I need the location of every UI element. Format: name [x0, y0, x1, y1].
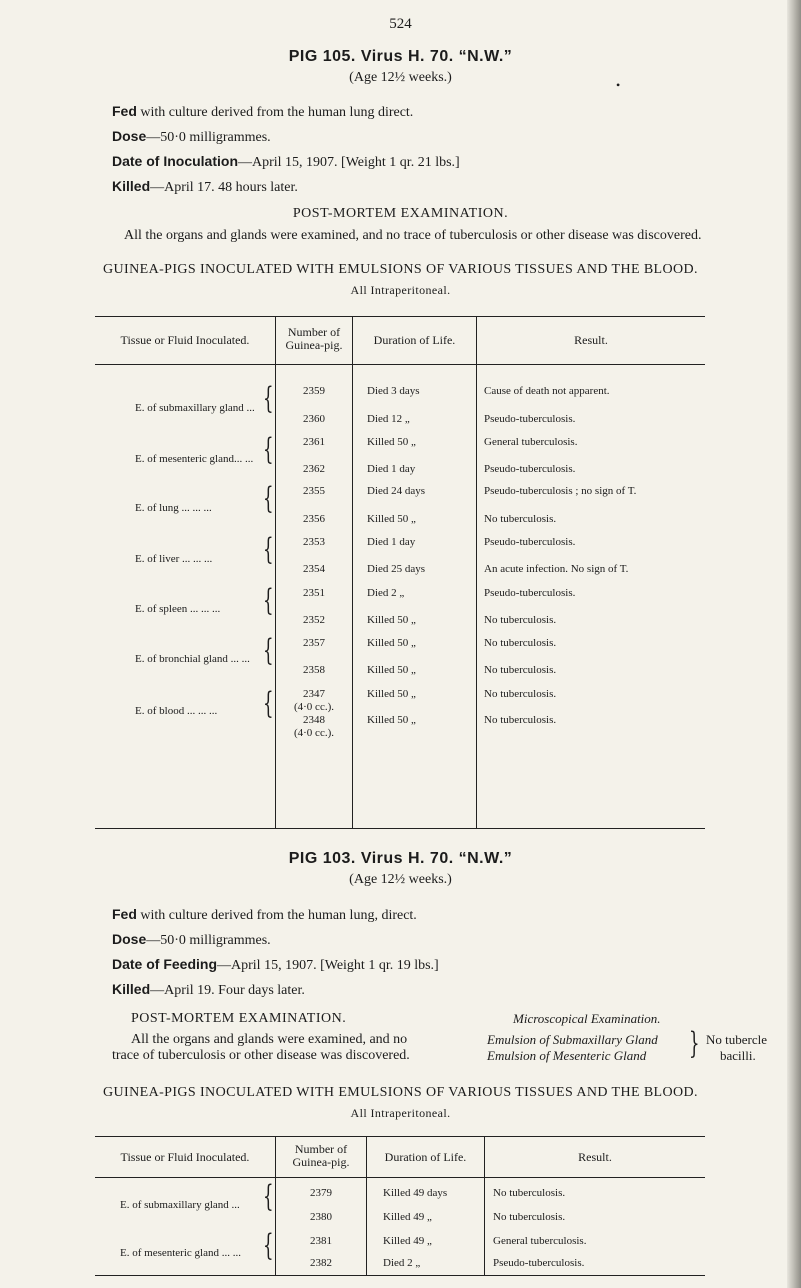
table-1-number: 2359 — [303, 385, 325, 397]
table-2-result: General tuberculosis. — [493, 1235, 587, 1247]
table-2-result: Pseudo-tuberculosis. — [493, 1257, 585, 1269]
micro-line-1: Emulsion of Submaxillary Gland — [487, 1032, 658, 1047]
pig-103-date-line: Date of Feeding—April 15, 1907. [Weight 1 qr. 19 lbs.] — [112, 956, 439, 973]
pig-103-killed-line: Killed—April 19. Four days later. — [112, 981, 305, 998]
table-1-number: 2351 — [303, 587, 325, 599]
pig-105-killed-line: Killed—April 17. 48 hours later. — [112, 178, 298, 195]
table-2-number: 2382 — [310, 1257, 332, 1269]
table-1-duration: Killed 50 „ — [367, 614, 416, 626]
table-1-duration: Killed 50 „ — [367, 688, 416, 700]
table-1-result: No tuberculosis. — [484, 637, 557, 649]
table-2-duration: Died 2 „ — [383, 1257, 421, 1269]
table-1-tissue: E. of spleen ... ... ... — [135, 603, 221, 615]
table-2-tissue: E. of submaxillary gland ... — [120, 1199, 240, 1211]
table-1-number: 2358 — [303, 664, 325, 676]
brace-icon: { — [263, 432, 274, 467]
table-1-result: Pseudo-tuberculosis. — [484, 587, 576, 599]
table-1-tissue: E. of liver ... ... ... — [135, 553, 213, 565]
pig-103-age: (Age 12½ weeks.) — [349, 872, 452, 887]
table-1-number: 2353 — [303, 536, 325, 548]
table-1-number-note: (4·0 cc.). — [293, 701, 334, 713]
table-1-duration: Died 2 „ — [367, 587, 405, 599]
stray-mark: • — [616, 78, 621, 92]
pig-103-dose-line: Dose—50·0 milligrammes. — [112, 931, 271, 948]
pig-105-pm-heading: POST-MORTEM EXAMINATION. — [292, 206, 509, 221]
brace-icon: } — [689, 1026, 700, 1061]
table-1-number: 2356 — [303, 513, 325, 525]
table-1-result: No tuberculosis. — [484, 513, 557, 525]
table-2-header-tissue: Tissue or Fluid Inoculated. — [120, 1150, 250, 1164]
pig-103-pm-heading: POST-MORTEM EXAMINATION. — [131, 1011, 347, 1026]
micro-result-1: No tubercle — [706, 1032, 768, 1047]
table-2-duration: Killed 49 days — [383, 1187, 448, 1199]
table-1-duration: Killed 50 „ — [367, 513, 416, 525]
table-1-tissue: E. of bronchial gland ... ... — [135, 653, 250, 665]
table-1-number: 2354 — [303, 563, 325, 575]
brace-icon: { — [263, 583, 274, 618]
table-1-result: Pseudo-tuberculosis ; no sign of T. — [484, 485, 637, 497]
table-2-subtitle: All Intraperitoneal. — [350, 1106, 451, 1120]
table-2-header-result: Result. — [578, 1150, 612, 1164]
table-2-number: 2381 — [310, 1235, 332, 1247]
table-1-number: 2361 — [303, 436, 325, 448]
table-1-number: 2360 — [303, 413, 325, 425]
table-2-duration: Killed 49 „ — [383, 1211, 432, 1223]
table-1-result: Pseudo-tuberculosis. — [484, 463, 576, 475]
table-1-result: No tuberculosis. — [484, 664, 557, 676]
table-1-duration: Killed 50 „ — [367, 637, 416, 649]
table-1-result: No tuberculosis. — [484, 714, 557, 726]
table-1-duration: Killed 50 „ — [367, 436, 416, 448]
table-1-number: 2362 — [303, 463, 325, 475]
table-1-header-number: Number of Guinea-pig. — [285, 325, 343, 352]
table-2-title: GUINEA-PIGS INOCULATED WITH EMULSIONS OF VARIOUS TISSUES AND THE BLOOD. — [103, 1085, 698, 1100]
table-1-header-rule — [95, 364, 705, 365]
table-1-duration: Died 12 „ — [367, 413, 410, 425]
table-1-result: Cause of death not apparent. — [484, 385, 610, 397]
table-2-header-rule — [95, 1177, 705, 1178]
table-2 — [95, 1136, 705, 1276]
table-1-duration: Killed 50 „ — [367, 714, 416, 726]
table-1 — [95, 316, 705, 829]
micro-line-2: Emulsion of Mesenteric Gland — [487, 1048, 647, 1063]
table-1-duration: Died 1 day — [367, 463, 416, 475]
table-2-duration: Killed 49 „ — [383, 1235, 432, 1247]
brace-icon: { — [263, 1179, 274, 1214]
table-1-tissue: E. of lung ... ... ... — [135, 502, 212, 514]
table-1-header-tissue: Tissue or Fluid Inoculated. — [120, 333, 250, 347]
table-1-title: GUINEA-PIGS INOCULATED WITH EMULSIONS OF VARIOUS TISSUES AND THE BLOOD. — [103, 262, 698, 277]
table-1-tissue: E. of mesenteric gland... ... — [135, 453, 254, 465]
table-1-duration: Died 3 days — [367, 385, 420, 397]
table-2-number: 2379 — [310, 1187, 332, 1199]
pig-103-pm-line-1: All the organs and glands were examined, and no — [131, 1032, 408, 1047]
table-2-number: 2380 — [310, 1211, 332, 1223]
table-1-header-result: Result. — [574, 333, 608, 347]
table-1-result: General tuberculosis. — [484, 436, 578, 448]
table-1-duration: Died 1 day — [367, 536, 416, 548]
table-1-result: Pseudo-tuberculosis. — [484, 413, 576, 425]
micro-heading: Microscopical Examination. — [513, 1011, 661, 1026]
pig-105-date-line: Date of Inoculation—April 15, 1907. [Weight 1 qr. 21 lbs.] — [112, 153, 460, 170]
table-1-number: 2352 — [303, 614, 325, 626]
table-1-duration: Died 25 days — [367, 563, 426, 575]
brace-icon: { — [263, 1228, 274, 1263]
table-1-result: Pseudo-tuberculosis. — [484, 536, 576, 548]
brace-icon: { — [263, 633, 274, 668]
table-1-number: 2355 — [303, 485, 325, 497]
brace-icon: { — [263, 481, 274, 516]
table-2-result: No tuberculosis. — [493, 1211, 566, 1223]
table-1-tissue: E. of blood ... ... ... — [135, 705, 218, 717]
pig-103-fed-line: Fed with culture derived from the human lung, direct. — [112, 906, 417, 923]
table-2-tissue: E. of mesenteric gland ... ... — [120, 1247, 241, 1259]
pig-105-pm-text: All the organs and glands were examined, and no trace of tuberculosis or other disease was discovered. — [124, 228, 702, 243]
pig-105-dose-line: Dose—50·0 milligrammes. — [112, 128, 271, 145]
table-1-result: No tuberculosis. — [484, 688, 557, 700]
pig-105-fed-line: Fed with culture derived from the human lung direct. — [112, 103, 414, 120]
micro-result-2: bacilli. — [720, 1048, 756, 1063]
table-1-result: No tuberculosis. — [484, 614, 557, 626]
table-1-number: 2357 — [303, 637, 325, 649]
table-1-duration: Killed 50 „ — [367, 664, 416, 676]
pig-103-pm-line-2: trace of tuberculosis or other disease was discovered. — [112, 1048, 410, 1063]
table-1-tissue: E. of submaxillary gland ... — [135, 402, 255, 414]
table-1-number-note: (4·0 cc.). — [293, 727, 334, 739]
pig-105-title: PIG 105. Virus H. 70. “N.W.” — [288, 48, 513, 65]
table-2-header-duration: Duration of Life. — [384, 1150, 467, 1164]
table-1-header-duration: Duration of Life. — [373, 333, 456, 347]
table-1-duration: Died 24 days — [367, 485, 426, 497]
table-1-result: An acute infection. No sign of T. — [484, 563, 629, 575]
table-1-subtitle: All Intraperitoneal. — [350, 283, 451, 297]
brace-icon: { — [263, 686, 274, 721]
table-2-header-number: Number of Guinea-pig. — [292, 1142, 350, 1169]
table-1-number: 2348 — [303, 714, 325, 726]
table-1-number: 2347 — [303, 688, 325, 700]
pig-105-age: (Age 12½ weeks.) — [349, 70, 452, 85]
page-number: 524 — [389, 16, 412, 32]
table-2-result: No tuberculosis. — [493, 1187, 566, 1199]
brace-icon: { — [263, 532, 274, 567]
pig-103-title: PIG 103. Virus H. 70. “N.W.” — [288, 850, 513, 867]
brace-icon: { — [263, 381, 274, 416]
